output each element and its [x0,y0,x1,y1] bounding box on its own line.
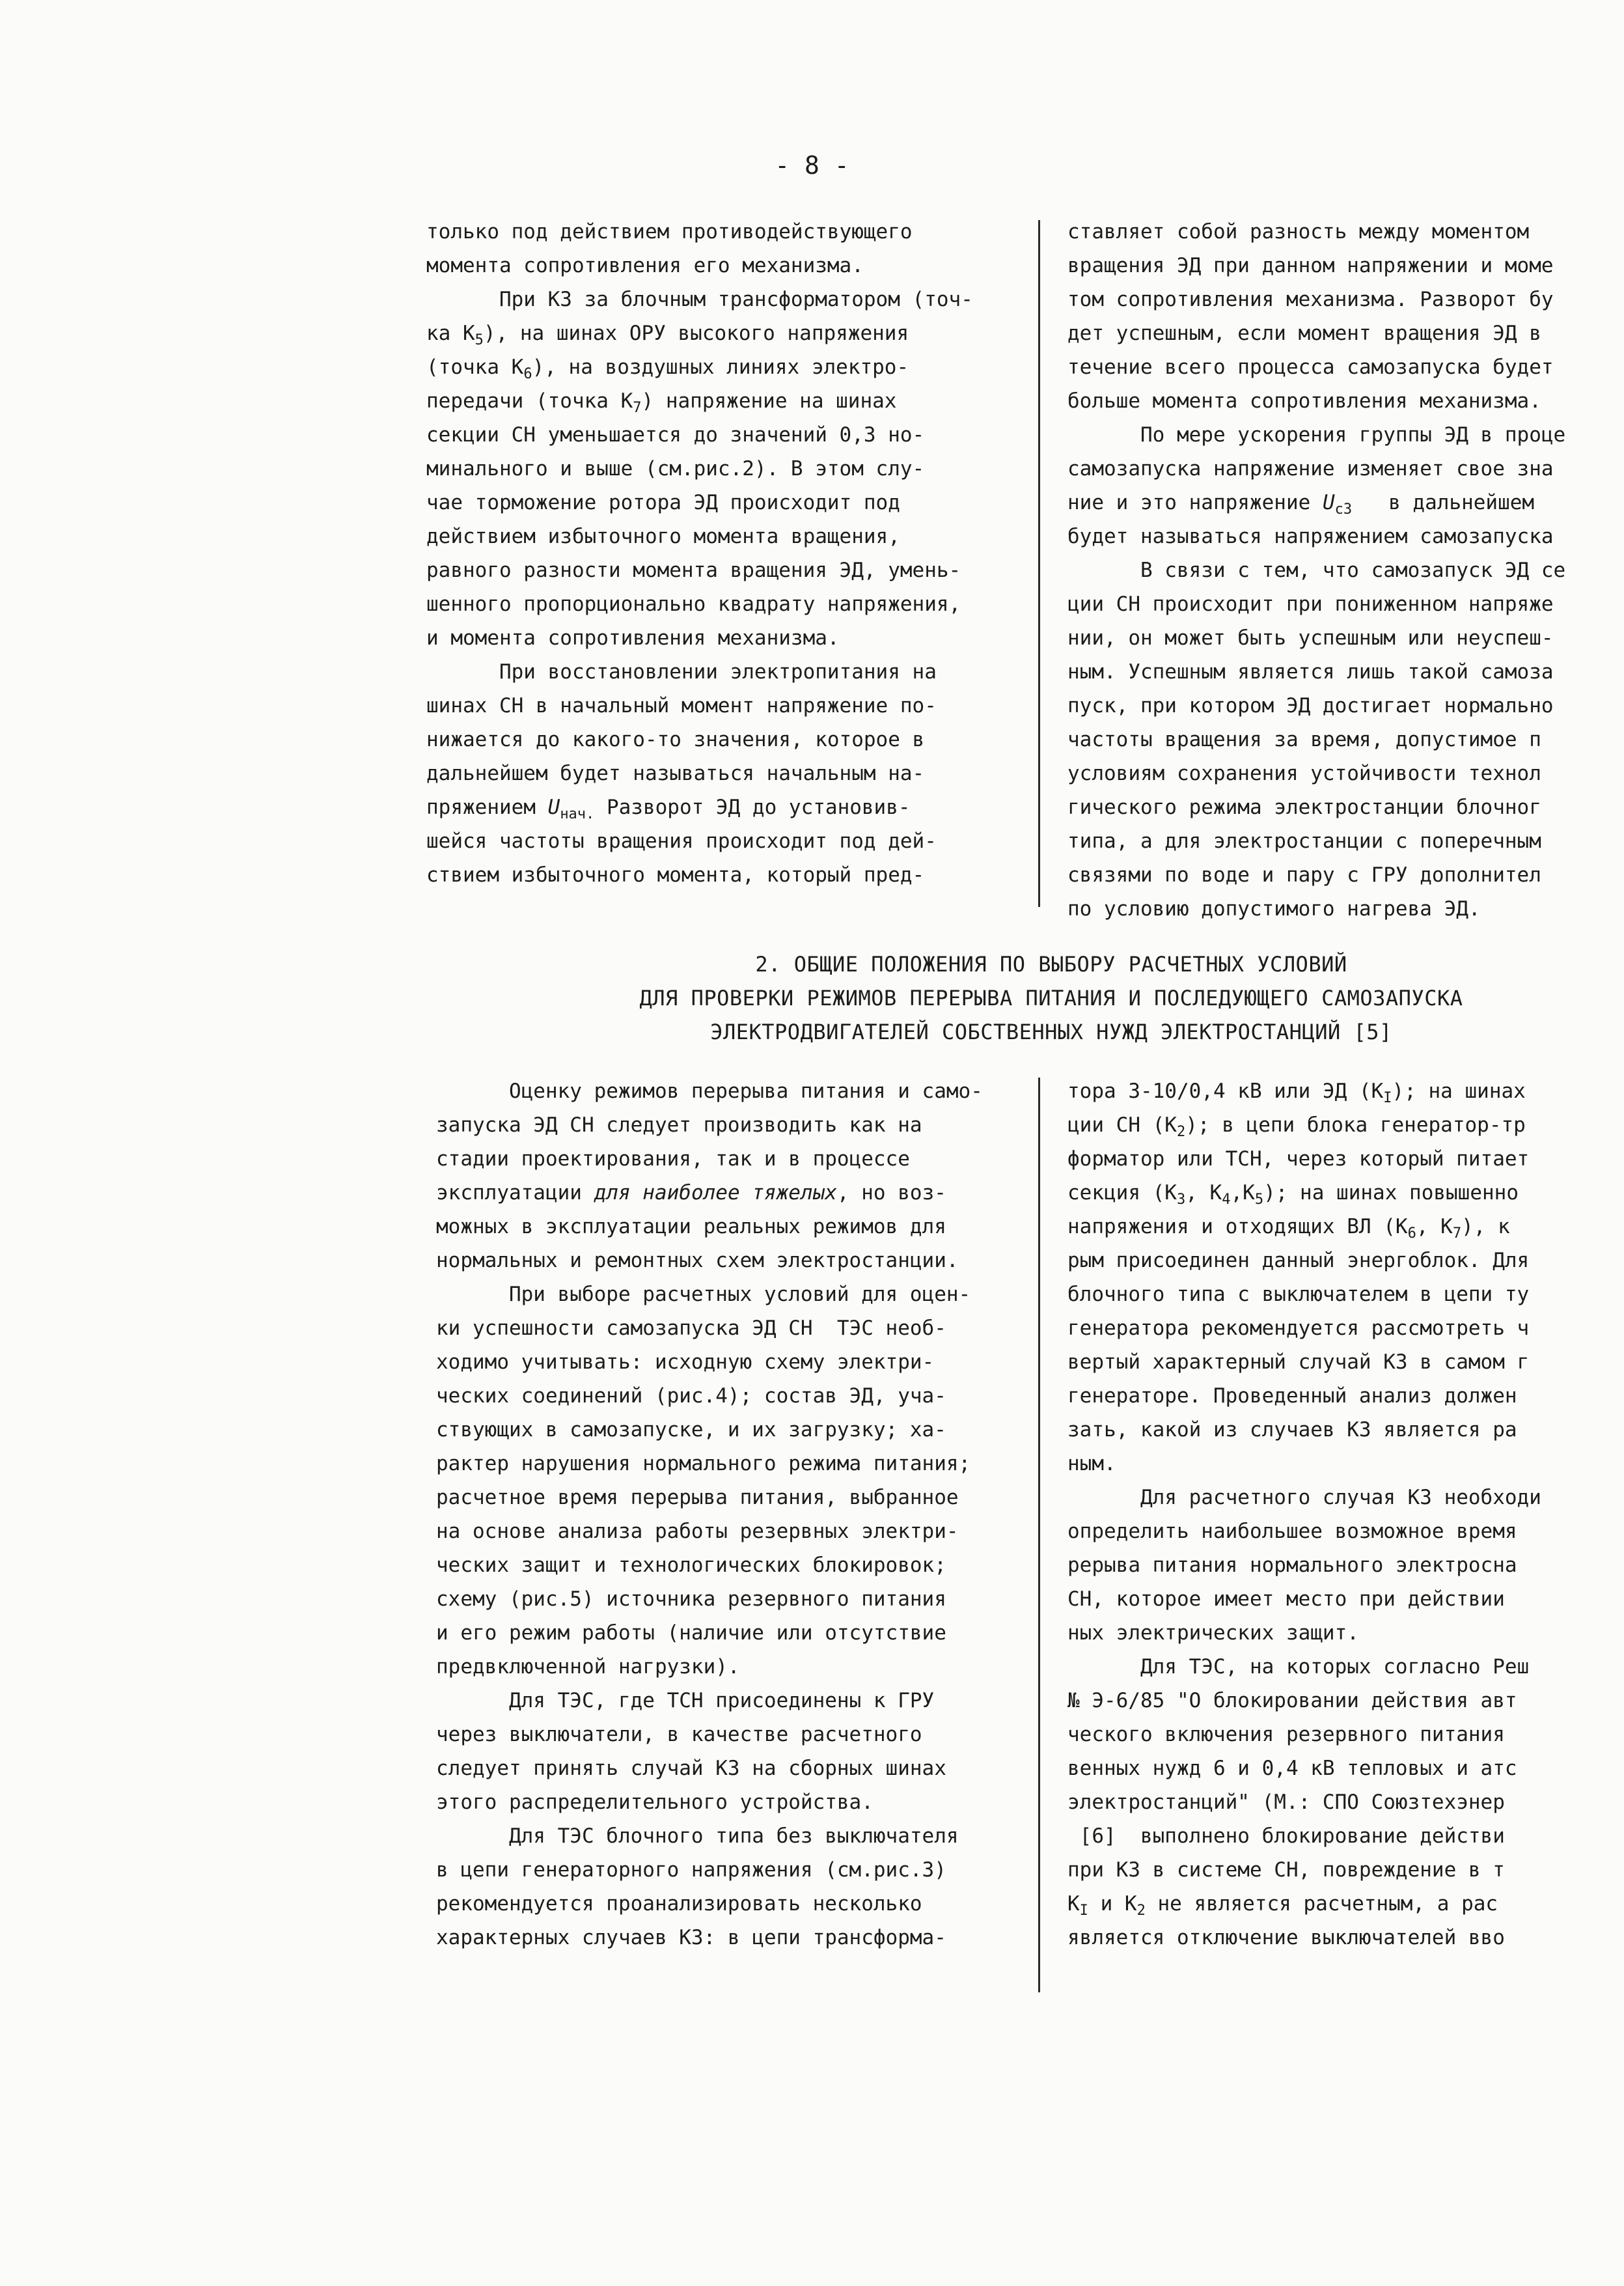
text-line: шинах СН в начальный момент напряжение по- [426,694,937,718]
text-line: $К_I$ и $К_2$ не является расчетным, а рас [1067,1892,1498,1919]
text-line: и момента сопротивления механизма. [426,626,840,650]
text-line: ка $К_5$), на шинах ОРУ высокого напряжения [426,322,909,349]
text-line: генераторе. Проведенный анализ должен [1067,1384,1517,1408]
text-line: форматор или ТСН, через который питает [1067,1147,1530,1171]
text-line: ние и это напряжение $U_{с3}$ в дальнейшем [1067,491,1535,518]
text-line: этого распределительного устройства. [436,1791,874,1814]
text-line: напряжения и отходящих ВЛ ($К_6$, $К_7$), к [1067,1215,1510,1242]
text-line: передачи (точка $К_7$) напряжение на шинах [426,389,897,417]
text-line: электростанций" (М.: СПО Союзтехэнер [1067,1791,1505,1814]
text-line: действием избыточного момента вращения, [426,525,900,548]
text-line: ходимо учитывать: исходную схему электри- [436,1350,935,1374]
text-line: условиям сохранения устойчивости технол [1067,762,1541,785]
text-line: только под действием противодействующего [426,220,913,244]
text-line: равного разности момента вращения ЭД, умень- [426,559,961,582]
text-line: рым присоединен данный энергоблок. Для [1067,1249,1530,1272]
text-line: [6] выполнено блокирование действи [1067,1824,1505,1848]
text-line: дальнейшем будет называться начальным на- [426,762,925,785]
text-line: секция ($К_3$, $К_4,К_5$); на шинах повышенно [1067,1181,1519,1208]
text-line: связями по воде и пару с ГРУ дополнител [1067,863,1541,887]
text-line: пряжением $U_{нач.}$ Разворот ЭД до установив- [426,796,911,823]
text-line: эксплуатации для наиболее тяжелых, но воз- [436,1181,946,1205]
text-line: том сопротивления механизма. Разворот бу [1067,288,1554,311]
text-line: момента сопротивления его механизма. [426,254,864,277]
text-line: тора З-10/0,4 кВ или ЭД $(К_I)$; на шинах [1067,1080,1526,1107]
page-number: - 8 - [775,151,849,180]
text-line: частоты вращения за время, допустимое п [1067,728,1541,751]
text-line: ствующих в самозапуске, и их загрузку; ха- [436,1418,946,1442]
text-line: дет успешным, если момент вращения ЭД в [1067,322,1541,345]
text-line: Оценку режимов перерыва питания и само- [436,1080,983,1103]
text-line: гического режима электростанции блочног [1067,796,1541,819]
text-line: ным. Успешным является лишь такой самоза [1067,660,1554,684]
column-divider [1038,1078,1040,1992]
text-line: рерыва питания нормального электросна [1067,1554,1517,1577]
text-line: больше момента сопротивления механизма. [1067,389,1541,413]
text-line: стадии проектирования, так и в процессе [436,1147,910,1171]
text-line: можных в эксплуатации реальных режимов для [436,1215,946,1238]
top-left-column [426,215,999,892]
text-line: пуск, при котором ЭД достигает нормально [1067,694,1554,718]
text-line: вертый характерный случай КЗ в самом г [1067,1350,1530,1374]
text-line: ции СН происходит при пониженном напряже [1067,592,1554,616]
heading-line: 2. ОБЩИЕ ПОЛОЖЕНИЯ ПО ВЫБОРУ РАСЧЕТНЫХ УСЛОВИЙ [755,952,1347,977]
text-line: схему (рис.5) источника резервного питания [436,1587,946,1611]
text-line: будет называться напряжением самозапуска [1067,525,1554,548]
text-line: шейся частоты вращения происходит под дей- [426,829,937,853]
text-line: ставляет собой разность между моментом [1067,220,1530,244]
text-line: При восстановлении электропитания на [426,660,937,684]
text-line: и его режим работы (наличие или отсутствие [436,1621,946,1645]
text-line: вращения ЭД при данном напряжении и моме [1067,254,1554,277]
text-line: на основе анализа работы резервных электри- [436,1520,959,1543]
heading-line: ДЛЯ ПРОВЕРКИ РЕЖИМОВ ПЕРЕРЫВА ПИТАНИЯ И ПОСЛЕДУЮЩЕГО САМОЗАПУСКА [639,986,1463,1011]
text-line: секции СН уменьшается до значений 0,3 но- [426,423,925,447]
text-line: Для расчетного случая КЗ необходи [1067,1486,1541,1509]
text-line: течение всего процесса самозапуска будет [1067,355,1554,379]
text-line: рактер нарушения нормального режима питания; [436,1452,971,1475]
text-line: в цепи генераторного напряжения (см.рис.3) [436,1858,946,1882]
text-line: ческих защит и технологических блокировок; [436,1554,946,1577]
text-line: зать, какой из случаев КЗ является ра [1067,1418,1517,1442]
text-line: запуска ЭД СН следует производить как на [436,1113,922,1137]
text-line: при КЗ в системе СН, повреждение в т [1067,1858,1505,1882]
text-line: ствием избыточного момента, который пред- [426,863,925,887]
bottom-right-column [1067,1074,1614,1955]
text-line: по условию допустимого нагрева ЭД. [1067,897,1481,921]
text-line: ции СН $(К_2)$; в цепи блока генератор-тр [1067,1113,1526,1141]
text-line: Для ТЭС блочного типа без выключателя [436,1824,959,1848]
text-line: нижается до какого-то значения, которое в [426,728,925,751]
text-line: По мере ускорения группы ЭД в проце [1067,423,1566,447]
text-line: самозапуска напряжение изменяет свое зна [1067,457,1554,481]
text-line: нормальных и ремонтных схем электростанции. [436,1249,959,1272]
text-line: следует принять случай КЗ на сборных шинах [436,1757,946,1780]
text-line: венных нужд 6 и 0,4 кВ тепловых и атс [1067,1757,1517,1780]
text-line: характерных случаев КЗ: в цепи трансформа- [436,1926,946,1949]
column-divider [1038,220,1040,907]
text-line: (точка $К_6$), на воздушных линиях электро- [426,355,909,383]
text-line: рекомендуется проанализировать несколько [436,1892,922,1916]
text-line: В связи с тем, что самозапуск ЭД се [1067,559,1566,582]
text-line: № Э-6/85 "О блокировании действия авт [1067,1689,1517,1712]
text-line: является отключение выключателей вво [1067,1926,1505,1949]
text-line: нии, он может быть успешным или неуспеш- [1067,626,1554,650]
text-line: ки успешности самозапуска ЭД СН ТЭС необ- [436,1317,946,1340]
text-line: типа, а для электростанции с поперечным [1067,829,1541,853]
text-line: расчетное время перерыва питания, выбранное [436,1486,959,1509]
text-line: шенного пропорционально квадрату напряжения, [426,592,961,616]
text-line: ческого включения резервного питания [1067,1723,1505,1746]
text-line: через выключатели, в качестве расчетного [436,1723,922,1746]
heading-line: ЭЛЕКТРОДВИГАТЕЛЕЙ СОБСТВЕННЫХ НУЖД ЭЛЕКТРОСТАНЦИЙ [5] [710,1020,1392,1044]
text-line: генератора рекомендуется рассмотреть ч [1067,1317,1530,1340]
text-line: Для ТЭС, на которых согласно Реш [1067,1655,1530,1679]
text-line: блочного типа с выключателем в цепи ту [1067,1283,1530,1306]
text-line: предвключенной нагрузки). [436,1655,740,1679]
text-line: При выборе расчетных условий для оцен- [436,1283,971,1306]
text-line: определить наибольшее возможное время [1067,1520,1517,1543]
section-heading [560,947,1543,1049]
text-line: При КЗ за блочным трансформатором (точ- [426,288,973,311]
text-line: ных электрических защит. [1067,1621,1359,1645]
top-right-column [1067,215,1614,926]
text-line: ным. [1067,1452,1116,1475]
text-line: минального и выше (см.рис.2). В этом слу- [426,457,925,481]
text-line: ческих соединений (рис.4); состав ЭД, уча- [436,1384,946,1408]
text-line: Для ТЭС, где ТСН присоединены к ГРУ [436,1689,935,1712]
text-line: чае торможение ротора ЭД происходит под [426,491,900,514]
bottom-left-column [436,1074,1041,1955]
text-line: СН, которое имеет место при действии [1067,1587,1505,1611]
